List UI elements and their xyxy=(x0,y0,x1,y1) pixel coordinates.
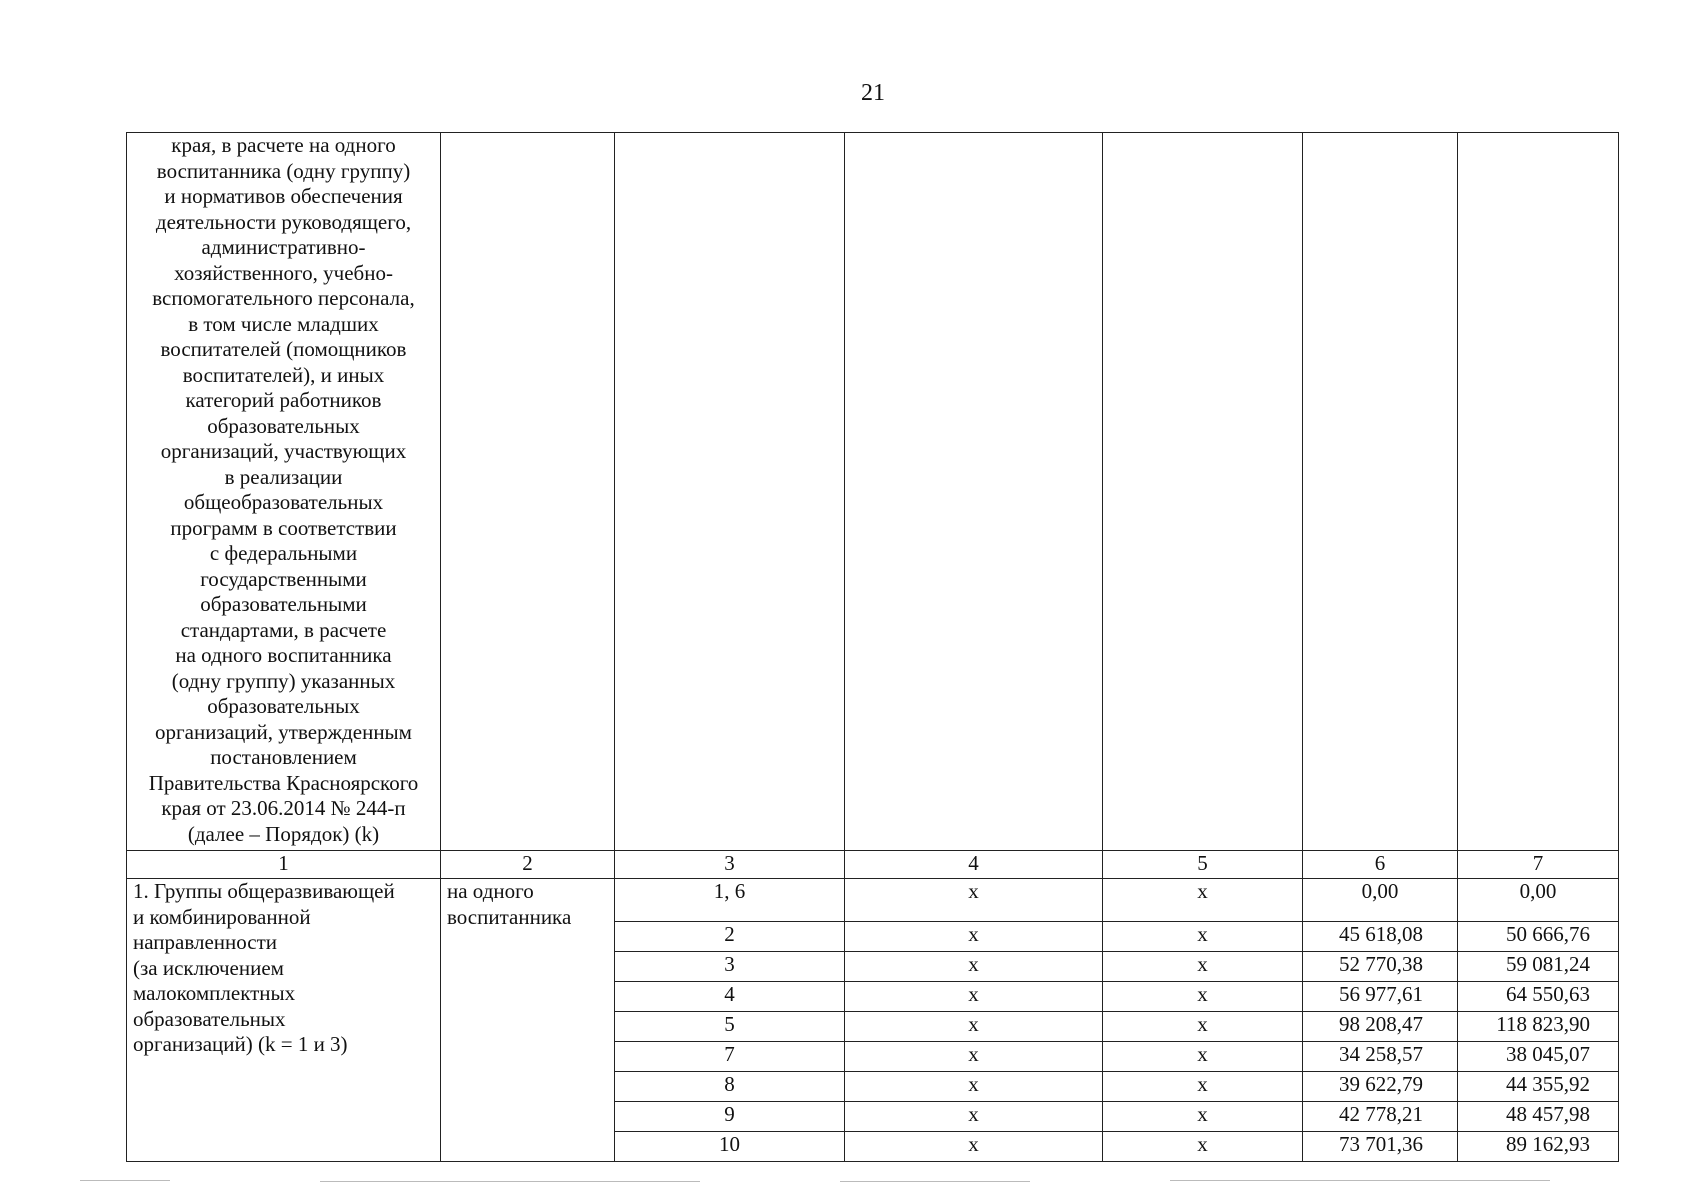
cross-mark: х xyxy=(1103,1012,1303,1042)
k-value: 5 xyxy=(615,1012,845,1042)
continuation-text-line: края от 23.06.2014 № 244-п xyxy=(161,796,406,820)
table-row xyxy=(127,879,1619,922)
value-col6: 0,00 xyxy=(1303,879,1458,922)
value-col7: 38 045,07 xyxy=(1458,1042,1619,1072)
cross-mark: х xyxy=(845,1072,1103,1102)
continuation-text-line: (далее – Порядок) (k) xyxy=(187,821,380,846)
empty-cell xyxy=(1458,133,1619,851)
cross-mark: х xyxy=(1103,1072,1303,1102)
continuation-text-line: Правительства Красноярского xyxy=(148,770,419,795)
cross-mark: х xyxy=(845,1042,1103,1072)
cross-mark: х xyxy=(1103,1132,1303,1162)
continuation-text-line: (одну группу) указанных xyxy=(171,668,396,693)
k-value: 3 xyxy=(615,952,845,982)
value-col7: 50 666,76 xyxy=(1458,922,1619,952)
group-name-line: (за исключением xyxy=(133,955,284,980)
continuation-text-line: организаций, утвержденным xyxy=(155,719,412,744)
continuation-text-line: края, в расчете на одного xyxy=(171,133,396,157)
continuation-row xyxy=(127,133,1619,851)
k-value: 8 xyxy=(615,1072,845,1102)
scan-artifact xyxy=(1170,1180,1550,1181)
norms-table xyxy=(126,132,1619,1162)
empty-cell xyxy=(1303,133,1458,851)
value-col6: 73 701,36 xyxy=(1303,1132,1458,1162)
continuation-text-line: деятельности руководящего, xyxy=(155,209,412,234)
value-col6: 45 618,08 xyxy=(1303,922,1458,952)
k-value: 4 xyxy=(615,982,845,1012)
k-value: 2 xyxy=(615,922,845,952)
value-col7: 118 823,90 xyxy=(1458,1012,1619,1042)
page-number: 21 xyxy=(861,80,885,106)
value-col6: 39 622,79 xyxy=(1303,1072,1458,1102)
column-number: 1 xyxy=(127,851,441,879)
group-name xyxy=(133,879,434,1058)
value-col6: 98 208,47 xyxy=(1303,1012,1458,1042)
cross-mark: х xyxy=(845,952,1103,982)
empty-cell xyxy=(1103,133,1303,851)
continuation-text-line: хозяйственного, учебно- xyxy=(174,260,393,285)
column-number: 2 xyxy=(441,851,615,879)
empty-cell xyxy=(615,133,845,851)
cross-mark: х xyxy=(845,982,1103,1012)
k-value: 9 xyxy=(615,1102,845,1132)
continuation-text-line: воспитателей (помощников xyxy=(160,337,407,361)
continuation-text-line: образовательных xyxy=(207,413,360,438)
column-number: 6 xyxy=(1303,851,1458,879)
group-name-line: направленности xyxy=(133,930,278,954)
unit-text xyxy=(447,879,608,930)
column-number-row xyxy=(127,851,1619,879)
continuation-text-line: категорий работников xyxy=(185,388,382,412)
continuation-text-line: образовательных xyxy=(207,694,360,718)
continuation-text xyxy=(131,133,436,847)
cross-mark: х xyxy=(1103,879,1303,922)
continuation-text-line: программ в соответствии xyxy=(170,515,397,540)
continuation-text-line: в реализации xyxy=(224,464,343,489)
continuation-text-line: постановлением xyxy=(210,745,357,769)
cross-mark: х xyxy=(845,922,1103,952)
value-col6: 42 778,21 xyxy=(1303,1102,1458,1132)
unit-line: на одного xyxy=(447,879,534,903)
k-value: 7 xyxy=(615,1042,845,1072)
continuation-text-line: с федеральными xyxy=(209,541,358,565)
value-col7: 64 550,63 xyxy=(1458,982,1619,1012)
scan-artifact xyxy=(320,1181,700,1182)
cross-mark: х xyxy=(1103,982,1303,1012)
group-name-cell xyxy=(127,879,441,1162)
empty-cell xyxy=(845,133,1103,851)
value-col7: 59 081,24 xyxy=(1458,952,1619,982)
cross-mark: х xyxy=(1103,922,1303,952)
column-number: 3 xyxy=(615,851,845,879)
continuation-text-line: воспитателей), и иных xyxy=(182,362,385,387)
continuation-text-line: государственными xyxy=(200,566,367,591)
unit-line: воспитанника xyxy=(447,904,572,929)
cross-mark: х xyxy=(845,1102,1103,1132)
value-col7: 89 162,93 xyxy=(1458,1132,1619,1162)
group-name-line: образовательных xyxy=(133,1006,286,1031)
continuation-text-line: и нормативов обеспечения xyxy=(164,184,403,208)
k-value: 10 xyxy=(615,1132,845,1162)
cross-mark: х xyxy=(845,1132,1103,1162)
cross-mark: х xyxy=(1103,1102,1303,1132)
k-value: 1, 6 xyxy=(615,879,845,922)
group-name-line: и комбинированной xyxy=(133,904,311,929)
cross-mark: х xyxy=(845,879,1103,922)
column-number: 7 xyxy=(1458,851,1619,879)
continuation-text-line: административно- xyxy=(201,235,366,259)
continuation-text-line: стандартами, в расчете xyxy=(180,617,387,642)
continuation-text-line: в том числе младших xyxy=(188,311,379,336)
value-col7: 44 355,92 xyxy=(1458,1072,1619,1102)
cross-mark: х xyxy=(845,1012,1103,1042)
continuation-text-line: образовательными xyxy=(200,592,367,616)
value-col6: 52 770,38 xyxy=(1303,952,1458,982)
continuation-text-line: организаций, участвующих xyxy=(160,439,407,463)
column-number: 5 xyxy=(1103,851,1303,879)
column-number: 4 xyxy=(845,851,1103,879)
group-name-line: малокомплектных xyxy=(133,981,296,1005)
unit-cell xyxy=(441,879,615,1162)
empty-cell xyxy=(441,133,615,851)
value-col7: 0,00 xyxy=(1458,879,1619,922)
scan-artifact xyxy=(840,1181,1030,1182)
value-col6: 56 977,61 xyxy=(1303,982,1458,1012)
continuation-text-line: вспомогательного персонала, xyxy=(152,286,415,310)
value-col6: 34 258,57 xyxy=(1303,1042,1458,1072)
group-name-line: организаций) (k = 1 и 3) xyxy=(133,1032,348,1056)
value-col7: 48 457,98 xyxy=(1458,1102,1619,1132)
continuation-text-line: общеобразовательных xyxy=(183,490,384,514)
continuation-text-line: на одного воспитанника xyxy=(175,643,392,667)
group-name-line: 1. Группы общеразвивающей xyxy=(133,879,395,903)
scan-artifact xyxy=(80,1180,170,1181)
continuation-text-line: воспитанника (одну группу) xyxy=(156,158,411,183)
continuation-cell xyxy=(127,133,441,851)
cross-mark: х xyxy=(1103,952,1303,982)
cross-mark: х xyxy=(1103,1042,1303,1072)
